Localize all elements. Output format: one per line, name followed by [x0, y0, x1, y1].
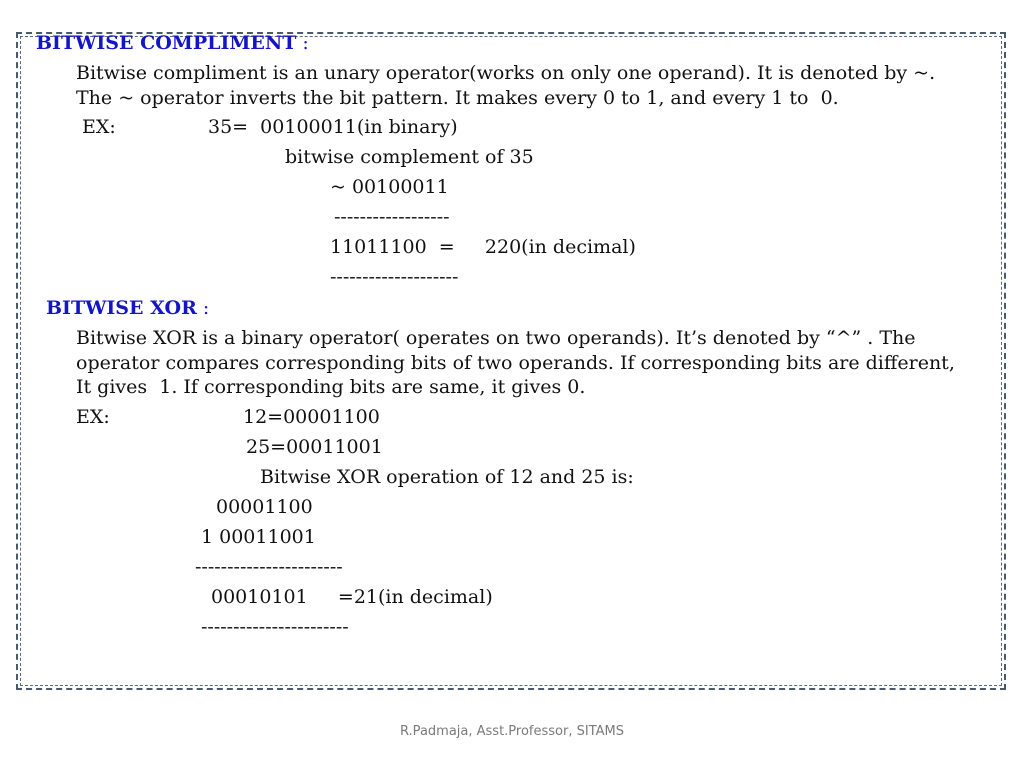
compliment-divider-2: --------------------	[330, 266, 459, 288]
xor-paragraph-line-2: operator compares corresponding bits of two operands. If corresponding bits are different,	[76, 352, 955, 374]
compliment-paragraph-line-2: The ~ operator inverts the bit pattern. It makes every 0 to 1, and every 1 to 0.	[76, 87, 839, 109]
compliment-example-value: 35= 00100011(in binary)	[208, 116, 458, 138]
xor-result-line: 00010101 =21(in decimal)	[211, 586, 493, 608]
compliment-heading	[36, 31, 309, 55]
compliment-heading-text: BITWISE COMPLIMENT	[36, 32, 297, 54]
xor-heading-text: BITWISE XOR	[46, 297, 197, 319]
compliment-paragraph-line-1: Bitwise compliment is an unary operator(works on only one operand). It is denoted by ~.	[76, 62, 936, 84]
xor-divider-1: -----------------------	[195, 556, 343, 578]
slide-footer: R.Padmaja, Asst.Professor, SITAMS	[399, 724, 624, 739]
xor-example-caption: Bitwise XOR operation of 12 and 25 is:	[260, 466, 634, 488]
xor-divider-2: -----------------------	[201, 616, 349, 638]
compliment-example-label: EX:	[82, 116, 116, 138]
xor-operand-line-2: 1 00011001	[201, 526, 316, 548]
xor-operand-line-1: 00001100	[216, 496, 313, 518]
xor-example-value-2: 25=00011001	[246, 436, 383, 458]
xor-paragraph-line-1: Bitwise XOR is a binary operator( operates on two operands). It’s denoted by “^” . The	[76, 327, 916, 349]
xor-heading-colon: :	[196, 297, 210, 319]
xor-heading	[46, 296, 209, 320]
xor-paragraph-line-3: It gives 1. If corresponding bits are same, it gives 0.	[76, 376, 586, 398]
compliment-result-line: 11011100 = 220(in decimal)	[330, 236, 636, 258]
xor-example-value-1: 12=00001100	[243, 406, 380, 428]
compliment-heading-colon: :	[296, 32, 309, 54]
compliment-example-caption: bitwise complement of 35	[285, 146, 534, 168]
compliment-divider-1: ------------------	[334, 206, 450, 228]
xor-example-label: EX:	[76, 406, 110, 428]
compliment-operation-line: ~ 00100011	[330, 176, 449, 198]
